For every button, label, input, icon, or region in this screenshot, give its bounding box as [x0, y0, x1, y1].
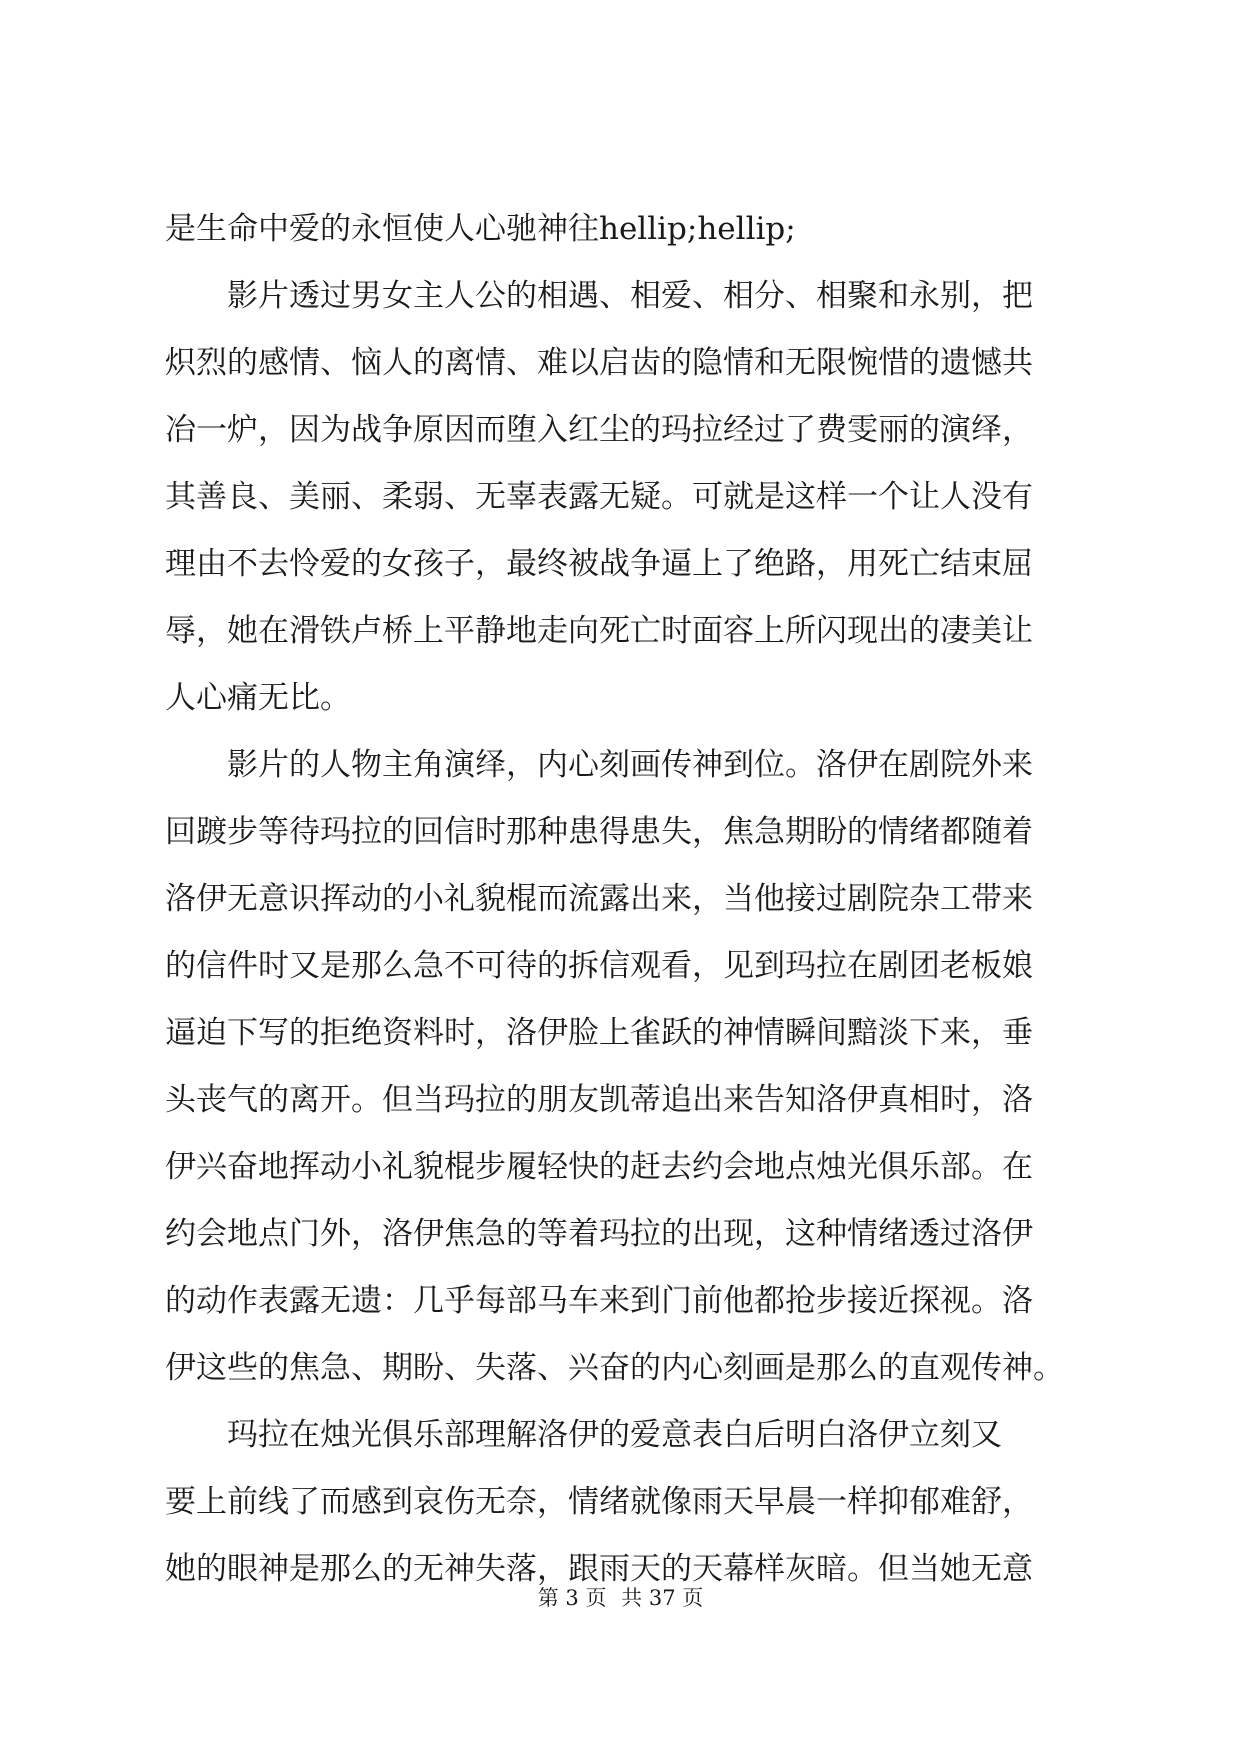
text-line: 炽烈的感情、恼人的离情、难以启齿的隐情和无限惋惜的遗憾共: [165, 345, 1033, 381]
text-line: 回踱步等待玛拉的回信时那种患得患失，焦急期盼的情绪都随着: [165, 814, 1033, 850]
text-line: 伊这些的焦急、期盼、失落、兴奋的内心刻画是那么的直观传神。: [165, 1350, 1064, 1386]
text-line: 头丧气的离开。但当玛拉的朋友凯蒂追出来告知洛伊真相时，洛: [165, 1082, 1033, 1118]
page-total: 共 37 页: [621, 1586, 704, 1610]
text-line: 理由不去怜爱的女孩子，最终被战争逼上了绝路，用死亡结束屈: [165, 546, 1033, 582]
page-footer: [0, 1582, 1241, 1612]
text-line: 是生命中爱的永恒使人心驰神往hellip;hellip;: [165, 211, 796, 247]
text-line: 逼迫下写的拒绝资料时，洛伊脸上雀跃的神情瞬间黯淡下来，垂: [165, 1015, 1033, 1051]
body-text: [165, 196, 1085, 1603]
text-line: 辱，她在滑铁卢桥上平静地走向死亡时面容上所闪现出的凄美让: [165, 613, 1033, 649]
text-line: 她的眼神是那么的无神失落，跟雨天的天幕样灰暗。但当她无意: [165, 1551, 1033, 1587]
text-line: 的动作表露无遗：几乎每部马车来到门前他都抢步接近探视。洛: [165, 1283, 1033, 1319]
text-line: 人心痛无比。: [165, 680, 351, 716]
text-line: 洛伊无意识挥动的小礼貌棍而流露出来，当他接过剧院杂工带来: [165, 881, 1033, 917]
text-line: 其善良、美丽、柔弱、无辜表露无疑。可就是这样一个让人没有: [165, 479, 1033, 515]
text-line: 的信件时又是那么急不可待的拆信观看，见到玛拉在剧团老板娘: [165, 948, 1033, 984]
text-line: 冶一炉，因为战争原因而堕入红尘的玛拉经过了费雯丽的演绎，: [165, 412, 1033, 448]
text-line: 影片的人物主角演绎，内心刻画传神到位。洛伊在剧院外来: [227, 747, 1033, 783]
text-line: 玛拉在烛光俱乐部理解洛伊的爱意表白后明白洛伊立刻又: [227, 1417, 1002, 1453]
text-line: 影片透过男女主人公的相遇、相爱、相分、相聚和永别，把: [227, 278, 1033, 314]
text-line: 约会地点门外，洛伊焦急的等着玛拉的出现，这种情绪透过洛伊: [165, 1216, 1033, 1252]
text-line: 伊兴奋地挥动小礼貌棍步履轻快的赶去约会地点烛光俱乐部。在: [165, 1149, 1033, 1185]
text-line: 要上前线了而感到哀伤无奈，情绪就像雨天早晨一样抑郁难舒，: [165, 1484, 1033, 1520]
page-number: 第 3 页: [537, 1586, 607, 1610]
